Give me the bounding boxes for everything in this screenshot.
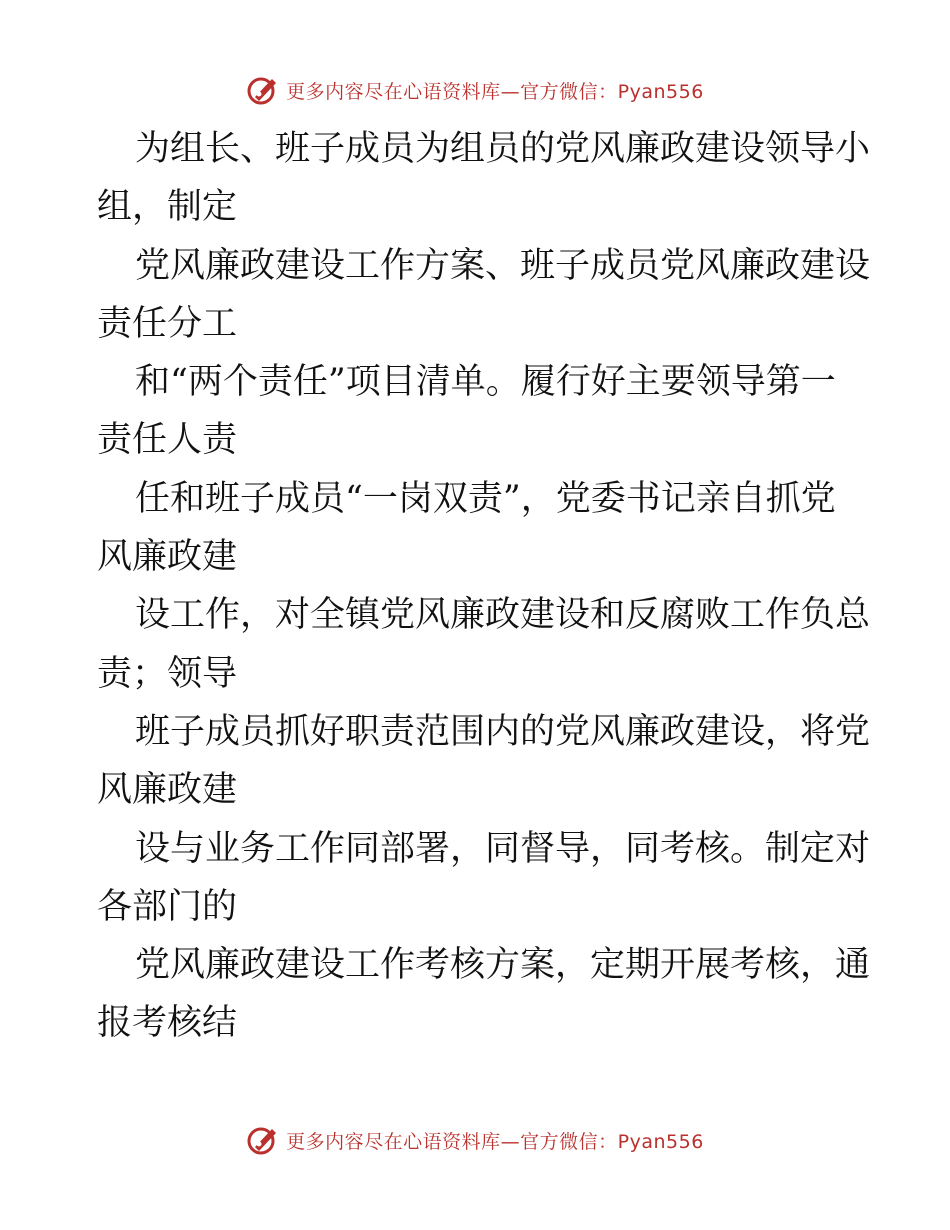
footer-banner <box>0 1120 950 1160</box>
paragraph-line: 任和班子成员“一岗双责”，党委书记亲自抓党 <box>135 478 836 519</box>
footer-banner-text: 更多内容尽在心语资料库—官方微信：Pyan556 <box>286 1130 704 1153</box>
paragraph-line: 风廉政建 <box>97 770 238 811</box>
paragraph-line: 风廉政建 <box>97 537 238 578</box>
paragraph-line: 为组长、班子成员为组员的党风廉政建设领导小 <box>135 129 871 169</box>
paragraph-line: 报考核结 <box>97 1003 238 1044</box>
paragraph-line: 党风廉政建设工作考核方案，定期开展考核，通 <box>135 945 871 986</box>
paragraph-line: 组，制定 <box>97 187 238 228</box>
paragraph-line: 党风廉政建设工作方案、班子成员党风廉政建设 <box>135 245 871 286</box>
document-body <box>97 120 871 1053</box>
paragraph-line: 责任分工 <box>97 303 238 344</box>
header-banner-text: 更多内容尽在心语资料库—官方微信：Pyan556 <box>286 80 704 103</box>
paragraph-line: 设工作，对全镇党风廉政建设和反腐败工作负总 <box>135 595 871 636</box>
paragraph-line: 责任人责 <box>97 420 238 461</box>
pen-logo-icon <box>246 73 280 107</box>
paragraph-line: 责；领导 <box>97 653 238 694</box>
paragraph-line: 班子成员抓好职责范围内的党风廉政建设，将党 <box>135 711 871 752</box>
header-banner <box>0 70 950 110</box>
pen-logo-icon <box>246 1123 280 1157</box>
paragraph-line: 和“两个责任”项目清单。履行好主要领导第一 <box>135 362 836 403</box>
paragraph-line: 设与业务工作同部署，同督导，同考核。制定对 <box>135 828 871 869</box>
paragraph-line: 各部门的 <box>97 886 238 927</box>
